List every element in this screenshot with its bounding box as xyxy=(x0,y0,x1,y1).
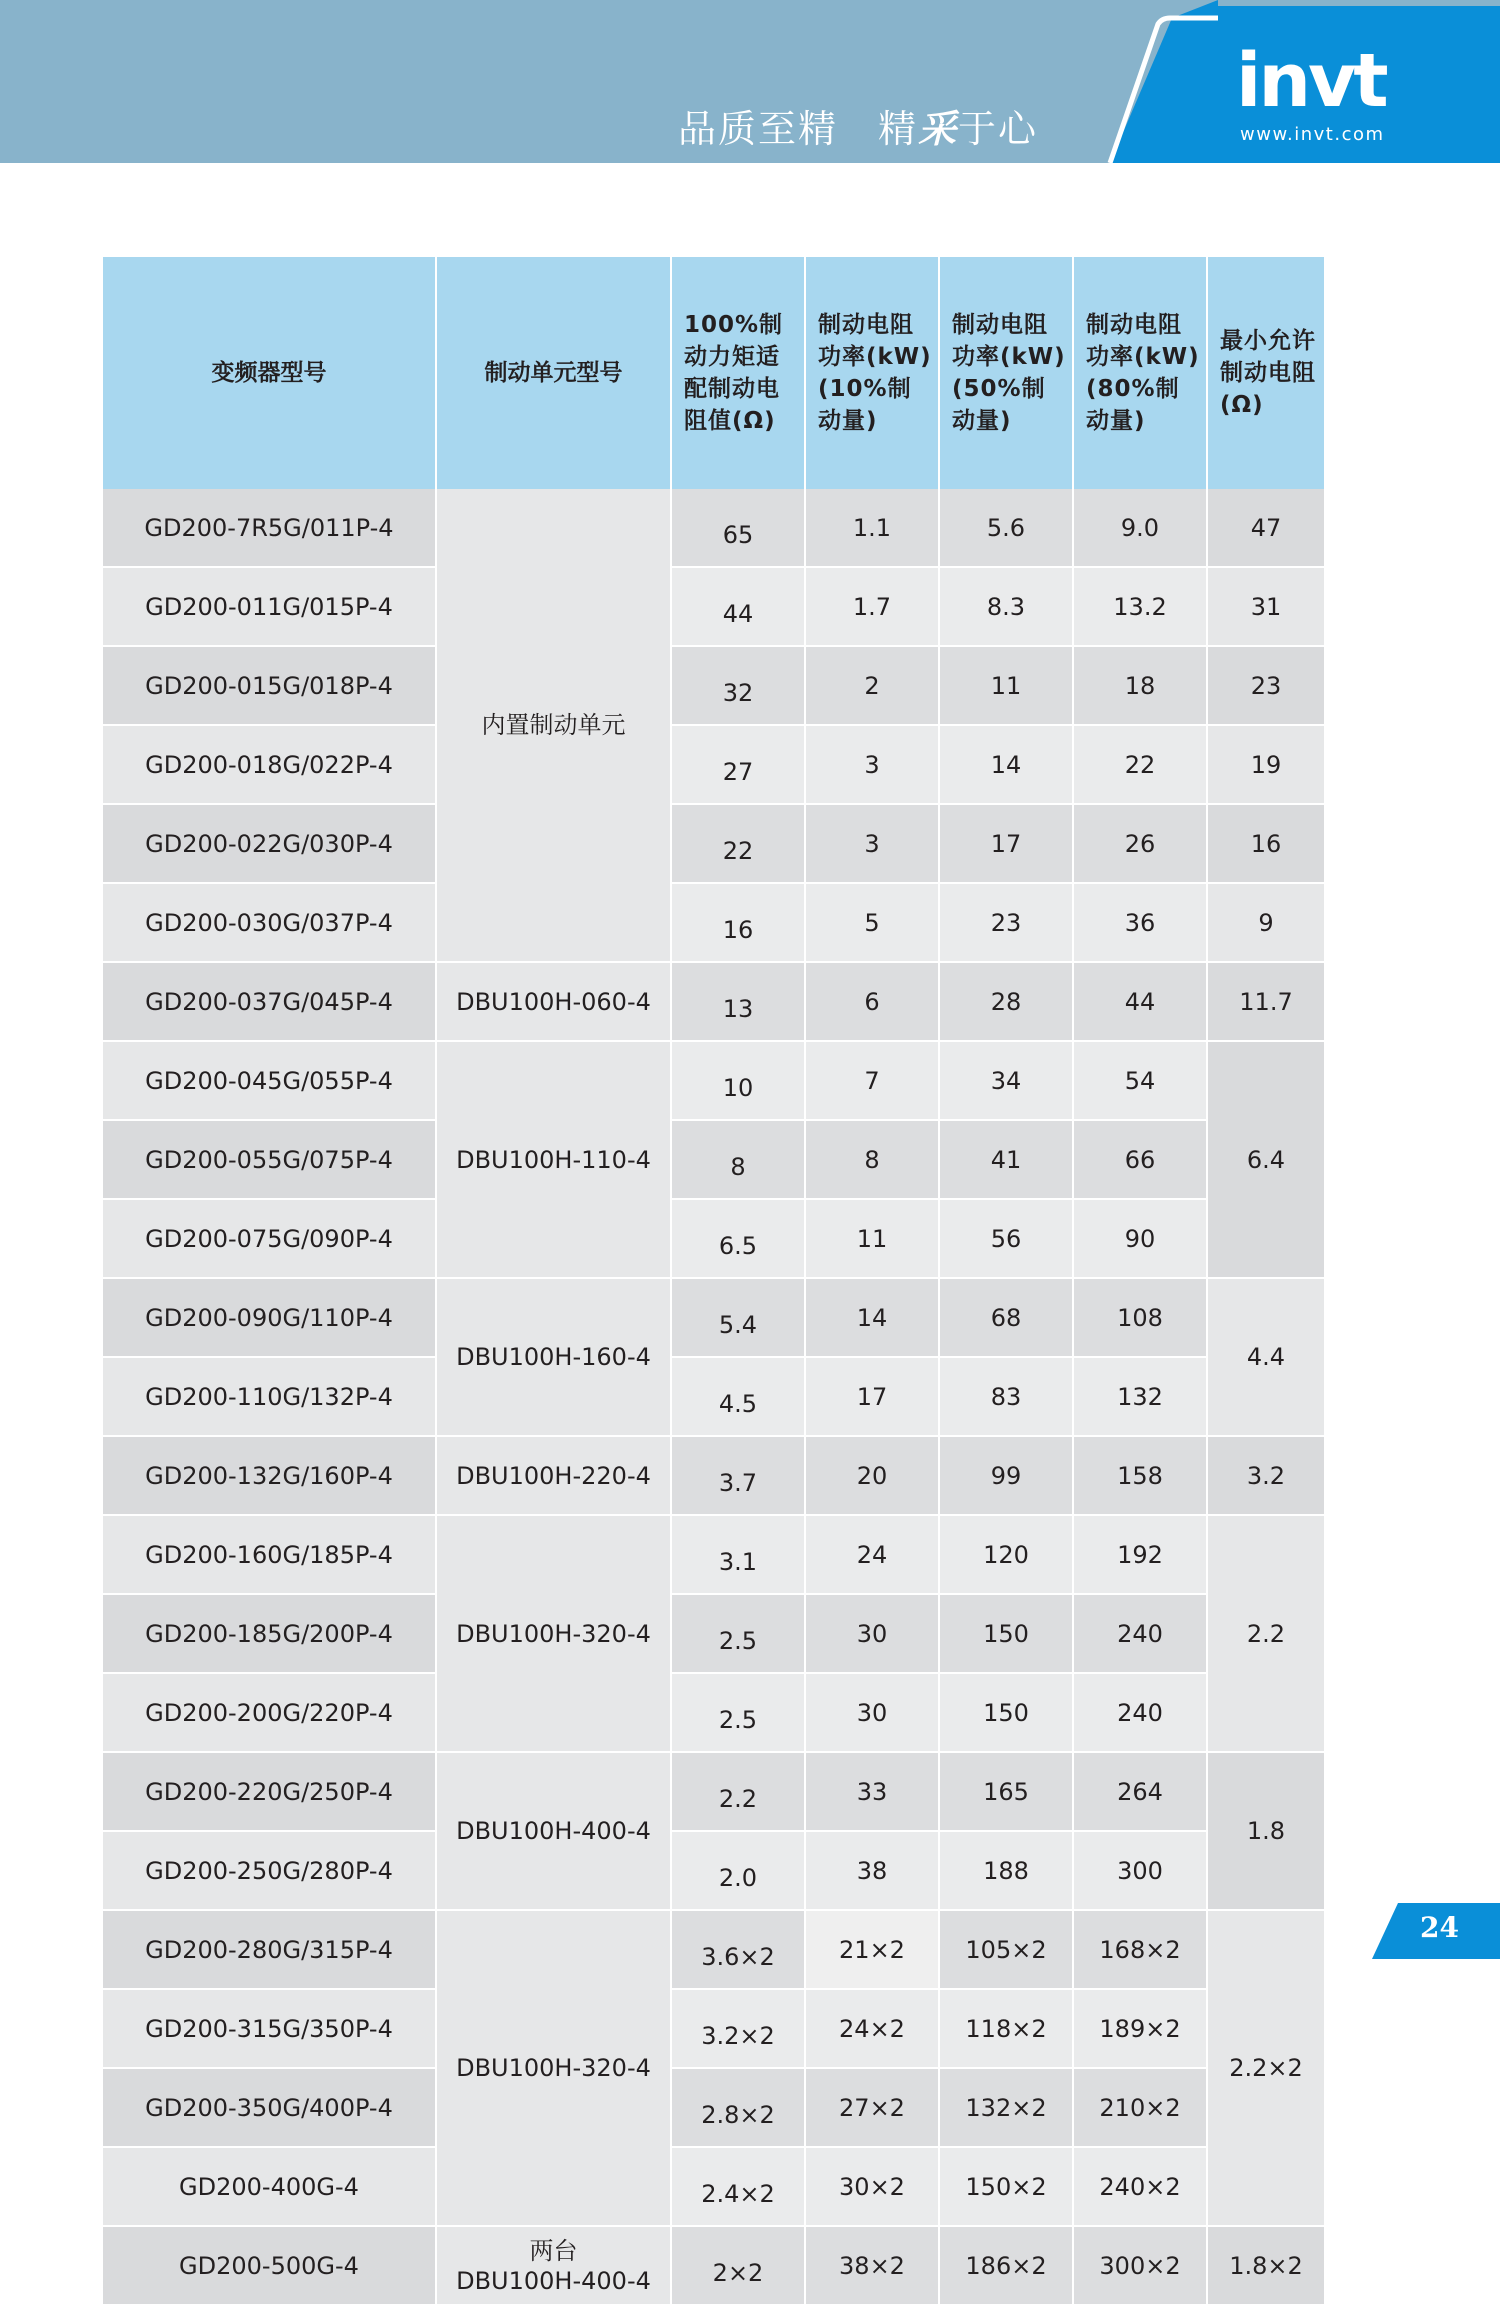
power10-cell: 38 xyxy=(805,1831,939,1910)
unit-cell xyxy=(436,2226,671,2305)
slogan-part2: 精 xyxy=(878,107,919,151)
header-power-80: 制动电阻功率(kW)(80%制动量) xyxy=(1073,257,1207,489)
power80-cell: 300 xyxy=(1073,1831,1207,1910)
min-resistance-cell: 3.2 xyxy=(1207,1436,1325,1515)
table-row xyxy=(103,1989,1325,2068)
model-cell: GD200-220G/250P-4 xyxy=(103,1752,436,1831)
table-header-row xyxy=(103,257,1325,489)
min-resistance-cell: 19 xyxy=(1207,725,1325,804)
power10-cell: 5 xyxy=(805,883,939,962)
header-min-resistance: 最小允许制动电阻(Ω) xyxy=(1207,257,1325,489)
unit-cell: DBU100H-400-4 xyxy=(436,1752,671,1910)
power80-cell: 22 xyxy=(1073,725,1207,804)
min-resistance-cell: 11.7 xyxy=(1207,962,1325,1041)
power10-cell: 3 xyxy=(805,804,939,883)
power50-cell: 8.3 xyxy=(939,567,1073,646)
table-row xyxy=(103,1436,1325,1515)
unit-cell: DBU100H-320-4 xyxy=(436,1515,671,1752)
table-row xyxy=(103,883,1325,962)
min-resistance-cell: 4.4 xyxy=(1207,1278,1325,1436)
model-cell: GD200-110G/132P-4 xyxy=(103,1357,436,1436)
resistor-cell: 10 xyxy=(671,1041,805,1120)
resistor-cell: 22 xyxy=(671,804,805,883)
power50-cell: 165 xyxy=(939,1752,1073,1831)
table-row xyxy=(103,1120,1325,1199)
power10-cell: 21×2 xyxy=(805,1910,939,1989)
power10-cell: 8 xyxy=(805,1120,939,1199)
table-row xyxy=(103,1594,1325,1673)
resistor-cell: 65 xyxy=(671,489,805,567)
unit-cell: DBU100H-320-4 xyxy=(436,1910,671,2226)
model-cell: GD200-018G/022P-4 xyxy=(103,725,436,804)
power80-cell: 132 xyxy=(1073,1357,1207,1436)
min-resistance-cell: 2.2 xyxy=(1207,1515,1325,1752)
min-resistance-cell: 23 xyxy=(1207,646,1325,725)
power80-cell: 9.0 xyxy=(1073,489,1207,567)
min-resistance-cell: 9 xyxy=(1207,883,1325,962)
power80-cell: 240 xyxy=(1073,1673,1207,1752)
power10-cell: 33 xyxy=(805,1752,939,1831)
unit-cell: DBU100H-220-4 xyxy=(436,1436,671,1515)
table-row xyxy=(103,489,1325,567)
model-cell: GD200-037G/045P-4 xyxy=(103,962,436,1041)
table-row xyxy=(103,1910,1325,1989)
table-row xyxy=(103,1752,1325,1831)
power80-cell: 26 xyxy=(1073,804,1207,883)
power50-cell: 23 xyxy=(939,883,1073,962)
table-row xyxy=(103,1673,1325,1752)
power50-cell: 99 xyxy=(939,1436,1073,1515)
model-cell: GD200-075G/090P-4 xyxy=(103,1199,436,1278)
model-cell: GD200-090G/110P-4 xyxy=(103,1278,436,1357)
power80-cell: 210×2 xyxy=(1073,2068,1207,2147)
resistor-cell: 13 xyxy=(671,962,805,1041)
min-resistance-cell: 6.4 xyxy=(1207,1041,1325,1278)
power10-cell: 1.7 xyxy=(805,567,939,646)
resistor-cell: 5.4 xyxy=(671,1278,805,1357)
power50-cell: 28 xyxy=(939,962,1073,1041)
power80-cell: 44 xyxy=(1073,962,1207,1041)
power10-cell: 30 xyxy=(805,1594,939,1673)
power80-cell: 54 xyxy=(1073,1041,1207,1120)
power50-cell: 132×2 xyxy=(939,2068,1073,2147)
resistor-cell: 2.2 xyxy=(671,1752,805,1831)
power10-cell: 24 xyxy=(805,1515,939,1594)
table-row xyxy=(103,1357,1325,1436)
invt-logo: invt xyxy=(1236,38,1386,124)
power50-cell: 186×2 xyxy=(939,2226,1073,2305)
power50-cell: 150×2 xyxy=(939,2147,1073,2226)
resistor-cell: 3.1 xyxy=(671,1515,805,1594)
logo-url: www.invt.com xyxy=(1240,124,1385,145)
power10-cell: 11 xyxy=(805,1199,939,1278)
power50-cell: 11 xyxy=(939,646,1073,725)
model-cell: GD200-280G/315P-4 xyxy=(103,1910,436,1989)
power10-cell: 24×2 xyxy=(805,1989,939,2068)
power50-cell: 150 xyxy=(939,1673,1073,1752)
table-row xyxy=(103,804,1325,883)
power80-cell: 168×2 xyxy=(1073,1910,1207,1989)
power10-cell: 1.1 xyxy=(805,489,939,567)
unit-cell: DBU100H-160-4 xyxy=(436,1278,671,1436)
power50-cell: 5.6 xyxy=(939,489,1073,567)
power10-cell: 3 xyxy=(805,725,939,804)
min-resistance-cell: 1.8×2 xyxy=(1207,2226,1325,2305)
model-cell: GD200-350G/400P-4 xyxy=(103,2068,436,2147)
resistor-cell: 2.4×2 xyxy=(671,2147,805,2226)
brand-slogan xyxy=(678,98,1038,153)
power80-cell: 189×2 xyxy=(1073,1989,1207,2068)
header-power-10: 制动电阻功率(kW)(10%制动量) xyxy=(805,257,939,489)
header-unit: 制动单元型号 xyxy=(436,257,671,489)
power50-cell: 34 xyxy=(939,1041,1073,1120)
resistor-cell: 2.5 xyxy=(671,1594,805,1673)
power50-cell: 56 xyxy=(939,1199,1073,1278)
model-cell: GD200-315G/350P-4 xyxy=(103,1989,436,2068)
power10-cell: 20 xyxy=(805,1436,939,1515)
power50-cell: 14 xyxy=(939,725,1073,804)
min-resistance-cell: 47 xyxy=(1207,489,1325,567)
resistor-cell: 2×2 xyxy=(671,2226,805,2305)
table-row xyxy=(103,2226,1325,2305)
slogan-accent: 采 xyxy=(918,106,959,151)
resistor-cell: 6.5 xyxy=(671,1199,805,1278)
power50-cell: 68 xyxy=(939,1278,1073,1357)
power50-cell: 17 xyxy=(939,804,1073,883)
model-cell: GD200-045G/055P-4 xyxy=(103,1041,436,1120)
model-cell: GD200-055G/075P-4 xyxy=(103,1120,436,1199)
power80-cell: 158 xyxy=(1073,1436,1207,1515)
power80-cell: 192 xyxy=(1073,1515,1207,1594)
power80-cell: 300×2 xyxy=(1073,2226,1207,2305)
min-resistance-cell: 1.8 xyxy=(1207,1752,1325,1910)
power10-cell: 6 xyxy=(805,962,939,1041)
header-resistor: 100%制动力矩适配制动电阻值(Ω) xyxy=(671,257,805,489)
power80-cell: 36 xyxy=(1073,883,1207,962)
resistor-cell: 32 xyxy=(671,646,805,725)
power10-cell: 30×2 xyxy=(805,2147,939,2226)
model-cell: GD200-022G/030P-4 xyxy=(103,804,436,883)
power10-cell: 27×2 xyxy=(805,2068,939,2147)
power80-cell: 108 xyxy=(1073,1278,1207,1357)
table-row xyxy=(103,1041,1325,1120)
table-row xyxy=(103,725,1325,804)
table-row xyxy=(103,962,1325,1041)
resistor-cell: 3.7 xyxy=(671,1436,805,1515)
resistor-cell: 2.8×2 xyxy=(671,2068,805,2147)
resistor-cell: 44 xyxy=(671,567,805,646)
power50-cell: 83 xyxy=(939,1357,1073,1436)
model-cell: GD200-185G/200P-4 xyxy=(103,1594,436,1673)
power10-cell: 7 xyxy=(805,1041,939,1120)
min-resistance-cell: 31 xyxy=(1207,567,1325,646)
power80-cell: 18 xyxy=(1073,646,1207,725)
power10-cell: 38×2 xyxy=(805,2226,939,2305)
power50-cell: 188 xyxy=(939,1831,1073,1910)
model-cell: GD200-015G/018P-4 xyxy=(103,646,436,725)
model-cell: GD200-160G/185P-4 xyxy=(103,1515,436,1594)
power50-cell: 41 xyxy=(939,1120,1073,1199)
table-row xyxy=(103,567,1325,646)
power80-cell: 66 xyxy=(1073,1120,1207,1199)
table-row xyxy=(103,1199,1325,1278)
resistor-cell: 2.5 xyxy=(671,1673,805,1752)
resistor-cell: 3.2×2 xyxy=(671,1989,805,2068)
power80-cell: 240×2 xyxy=(1073,2147,1207,2226)
power50-cell: 118×2 xyxy=(939,1989,1073,2068)
table-row xyxy=(103,2147,1325,2226)
resistor-cell: 8 xyxy=(671,1120,805,1199)
power80-cell: 264 xyxy=(1073,1752,1207,1831)
resistor-cell: 16 xyxy=(671,883,805,962)
unit-cell: DBU100H-060-4 xyxy=(436,962,671,1041)
resistor-cell: 3.6×2 xyxy=(671,1910,805,1989)
power10-cell: 14 xyxy=(805,1278,939,1357)
model-cell: GD200-250G/280P-4 xyxy=(103,1831,436,1910)
power80-cell: 13.2 xyxy=(1073,567,1207,646)
power80-cell: 90 xyxy=(1073,1199,1207,1278)
resistor-cell: 27 xyxy=(671,725,805,804)
table-row xyxy=(103,1278,1325,1357)
header-power-50: 制动电阻功率(kW)(50%制动量) xyxy=(939,257,1073,489)
header-model: 变频器型号 xyxy=(103,257,436,489)
braking-spec-table xyxy=(103,257,1326,2306)
power50-cell: 120 xyxy=(939,1515,1073,1594)
slogan-part3: 于心 xyxy=(958,107,1039,151)
power50-cell: 105×2 xyxy=(939,1910,1073,1989)
resistor-cell: 2.0 xyxy=(671,1831,805,1910)
power80-cell: 240 xyxy=(1073,1594,1207,1673)
model-cell: GD200-200G/220P-4 xyxy=(103,1673,436,1752)
min-resistance-cell: 16 xyxy=(1207,804,1325,883)
power10-cell: 2 xyxy=(805,646,939,725)
model-cell: GD200-500G-4 xyxy=(103,2226,436,2305)
power10-cell: 30 xyxy=(805,1673,939,1752)
power50-cell: 150 xyxy=(939,1594,1073,1673)
unit-cell: 内置制动单元 xyxy=(436,489,671,962)
resistor-cell: 4.5 xyxy=(671,1357,805,1436)
model-cell: GD200-030G/037P-4 xyxy=(103,883,436,962)
model-cell: GD200-011G/015P-4 xyxy=(103,567,436,646)
page-number: 24 xyxy=(1420,1911,1459,1944)
unit-cell-line2: DBU100H-400-4 xyxy=(456,2266,651,2295)
unit-cell: DBU100H-110-4 xyxy=(436,1041,671,1278)
unit-cell-line1: 两台 xyxy=(529,2236,578,2265)
model-cell: GD200-132G/160P-4 xyxy=(103,1436,436,1515)
table-row xyxy=(103,646,1325,725)
min-resistance-cell: 2.2×2 xyxy=(1207,1910,1325,2226)
table-row xyxy=(103,1515,1325,1594)
slogan-part1: 品质至精 xyxy=(678,107,839,151)
table-row xyxy=(103,2068,1325,2147)
header-banner xyxy=(0,0,1500,163)
power10-cell: 17 xyxy=(805,1357,939,1436)
model-cell: GD200-400G-4 xyxy=(103,2147,436,2226)
model-cell: GD200-7R5G/011P-4 xyxy=(103,489,436,567)
table-row xyxy=(103,1831,1325,1910)
